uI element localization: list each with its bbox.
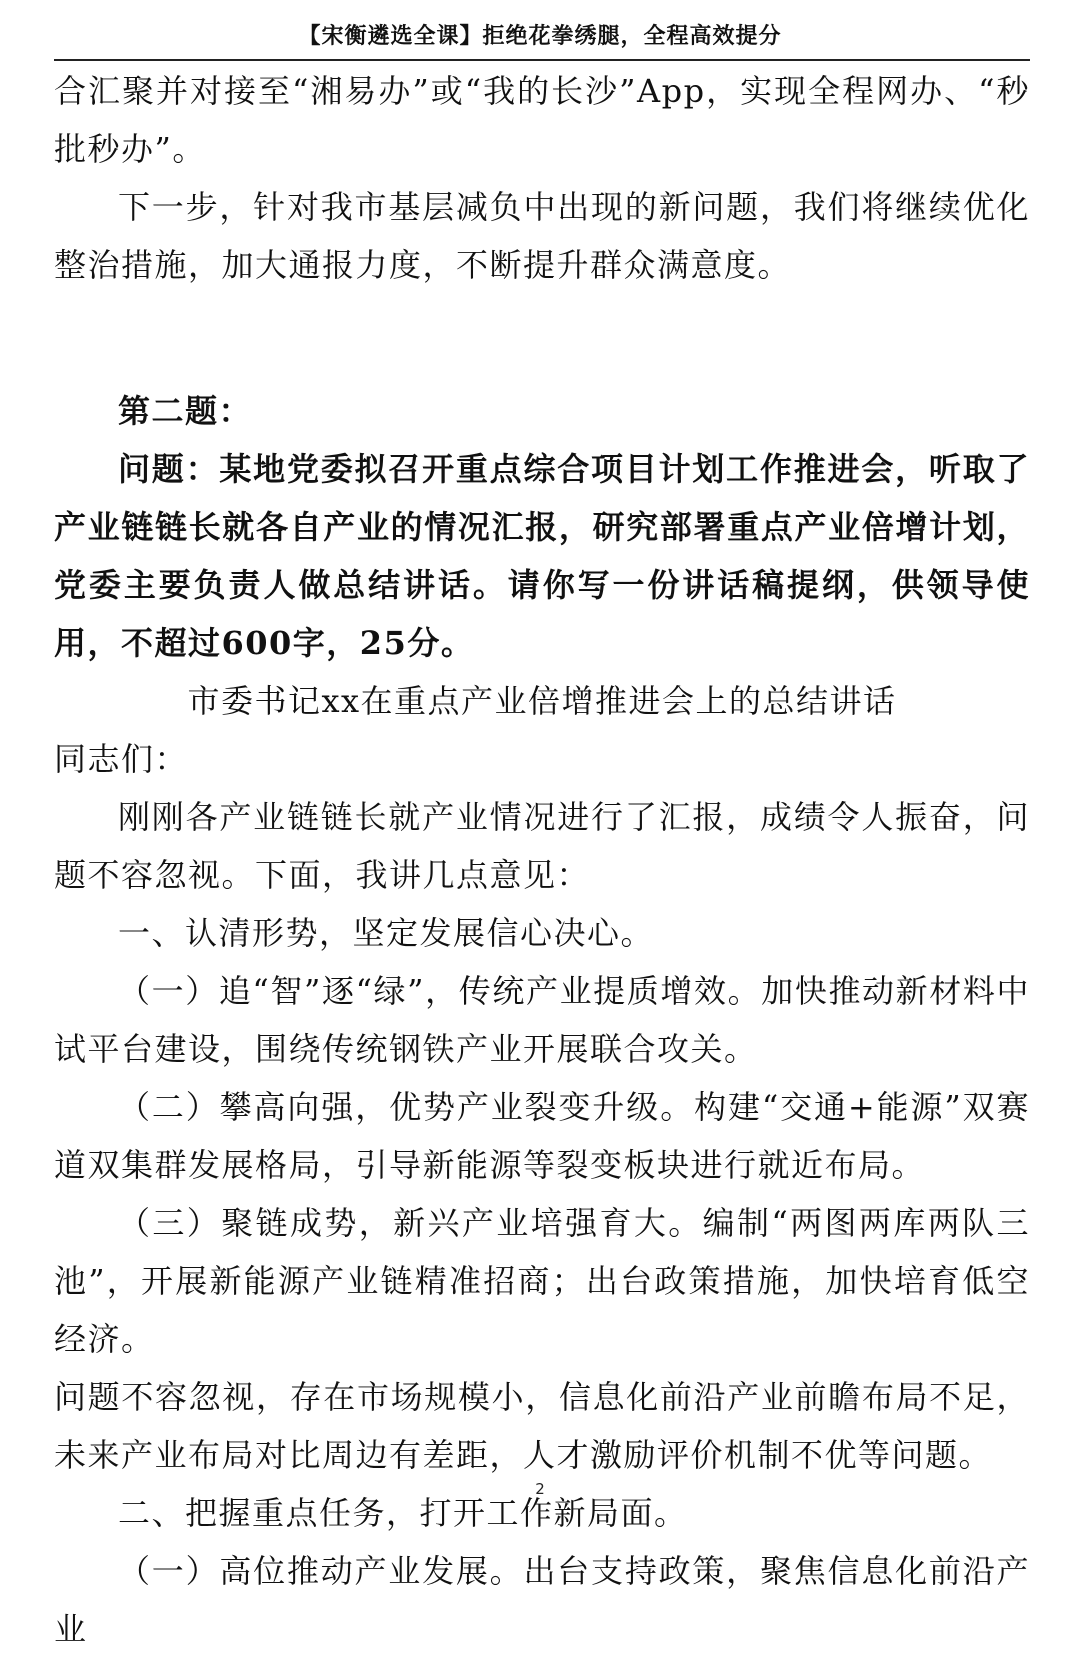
paragraph-problems: 问题不容忽视，存在市场规模小，信息化前沿产业前瞻布局不足，未来产业布局对比周边有差距，人才激励评价机制不优等问题。 <box>54 1378 1030 1474</box>
header-divider <box>54 59 1030 61</box>
paragraph-intro: 刚刚各产业链链长就产业情况进行了汇报，成绩令人振奋，问题不容忽视。下面，我讲几点意见： <box>54 798 1030 894</box>
section-title: 第二题： <box>118 392 253 430</box>
speech-title: 市委书记xx在重点产业倍增推进会上的总结讲话 <box>187 682 897 720</box>
paragraph-point-2-1: （一）高位推动产业发展。出台支持政策，聚焦信息化前沿产业 <box>54 1552 1030 1648</box>
paragraph-point-1-2: （二）攀高向强，优势产业裂变升级。构建“交通+能源”双赛道双集群发展格局，引导新能源等裂变板块进行就近布局。 <box>54 1088 1030 1184</box>
heading-two: 二、把握重点任务，打开工作新局面。 <box>118 1494 688 1532</box>
paragraph-point-1-1: （一）追“智”逐“绿”，传统产业提质增效。加快推动新材料中试平台建设，围绕传统钢铁产业开展联合攻关。 <box>54 972 1030 1068</box>
section-gap <box>54 294 1030 382</box>
salutation: 同志们： <box>54 740 189 778</box>
document-body <box>54 62 1030 1658</box>
paragraph-next-step: 下一步，针对我市基层减负中出现的新问题，我们将继续优化整治措施，加大通报力度，不断提升群众满意度。 <box>54 188 1030 284</box>
question-text: 问题：某地党委拟召开重点综合项目计划工作推进会，听取了产业链链长就各自产业的情况汇报，研究部署重点产业倍增计划，党委主要负责人做总结讲话。请你写一份讲话稿提纲，供领导使用，不超过600字，25分。 <box>54 450 1030 662</box>
page-header: 【宋衡遴选全课】拒绝花拳绣腿，全程高效提分 <box>298 24 782 49</box>
heading-one: 一、认清形势，坚定发展信心决心。 <box>118 914 655 952</box>
page-number: 2 <box>535 1480 545 1498</box>
paragraph-continuation: 合汇聚并对接至“湘易办”或“我的长沙”App，实现全程网办、“秒批秒办”。 <box>54 72 1030 168</box>
paragraph-point-1-3: （三）聚链成势，新兴产业培强育大。编制“两图两库两队三池”，开展新能源产业链精准招商；出台政策措施，加快培育低空经济。 <box>54 1204 1030 1358</box>
